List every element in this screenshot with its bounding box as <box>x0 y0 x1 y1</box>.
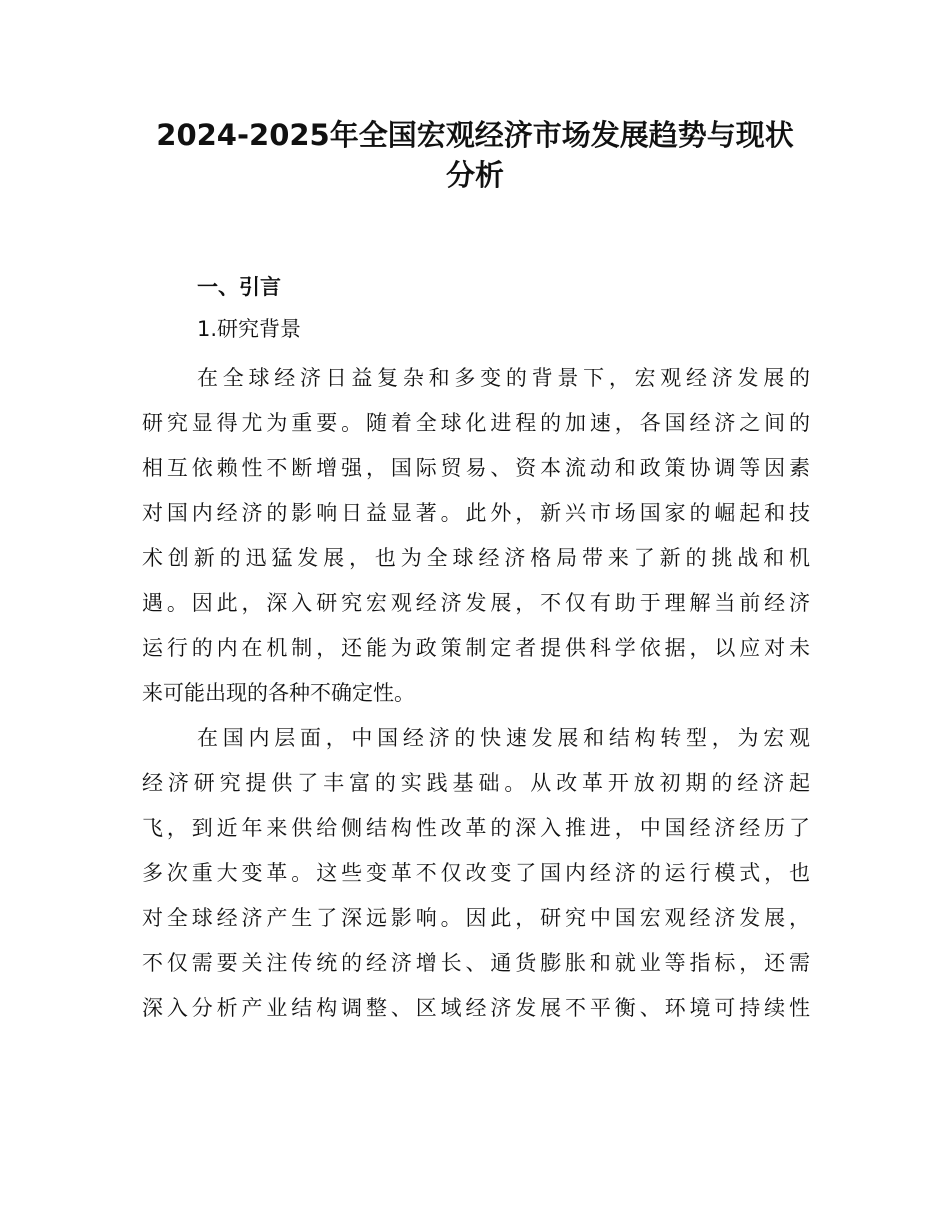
subsection-heading: 1.研究背景 <box>197 317 302 341</box>
paragraph-line: 飞，到近年来供给侧结构性改革的深入推进，中国经济经历了 <box>142 816 810 840</box>
paragraph-line: 不仅需要关注传统的经济增长、通货膨胀和就业等指标，还需 <box>142 951 810 975</box>
document-title-line-1: 2024-2025年全国宏观经济市场发展趋势与现状 <box>156 118 794 152</box>
section-heading: 一、引言 <box>197 275 281 299</box>
paragraph-line: 相互依赖性不断增强，国际贸易、资本流动和政策协调等因素 <box>142 456 810 480</box>
paragraph-line: 在国内层面，中国经济的快速发展和结构转型，为宏观 <box>197 726 810 750</box>
paragraph-line: 术创新的迅猛发展，也为全球经济格局带来了新的挑战和机 <box>142 546 810 570</box>
paragraph-line: 经济研究提供了丰富的实践基础。从改革开放初期的经济起 <box>142 771 810 795</box>
paragraph-line: 遇。因此，深入研究宏观经济发展，不仅有助于理解当前经济 <box>142 591 810 615</box>
paragraph-line: 研究显得尤为重要。随着全球化进程的加速，各国经济之间的 <box>142 411 810 435</box>
paragraph-line: 在全球经济日益复杂和多变的背景下，宏观经济发展的 <box>197 366 810 390</box>
paragraph-line: 运行的内在机制，还能为政策制定者提供科学依据，以应对未 <box>142 636 810 660</box>
paragraph-line: 来可能出现的各种不确定性。 <box>142 681 415 705</box>
paragraph-line: 对国内经济的影响日益显著。此外，新兴市场国家的崛起和技 <box>142 501 810 525</box>
paragraph-line: 对全球经济产生了深远影响。因此，研究中国宏观经济发展， <box>142 906 810 930</box>
paragraph-line: 多次重大变革。这些变革不仅改变了国内经济的运行模式，也 <box>142 861 810 885</box>
paragraph-line: 深入分析产业结构调整、区域经济发展不平衡、环境可持续性 <box>142 996 810 1020</box>
document-title-line-2: 分析 <box>445 158 504 192</box>
